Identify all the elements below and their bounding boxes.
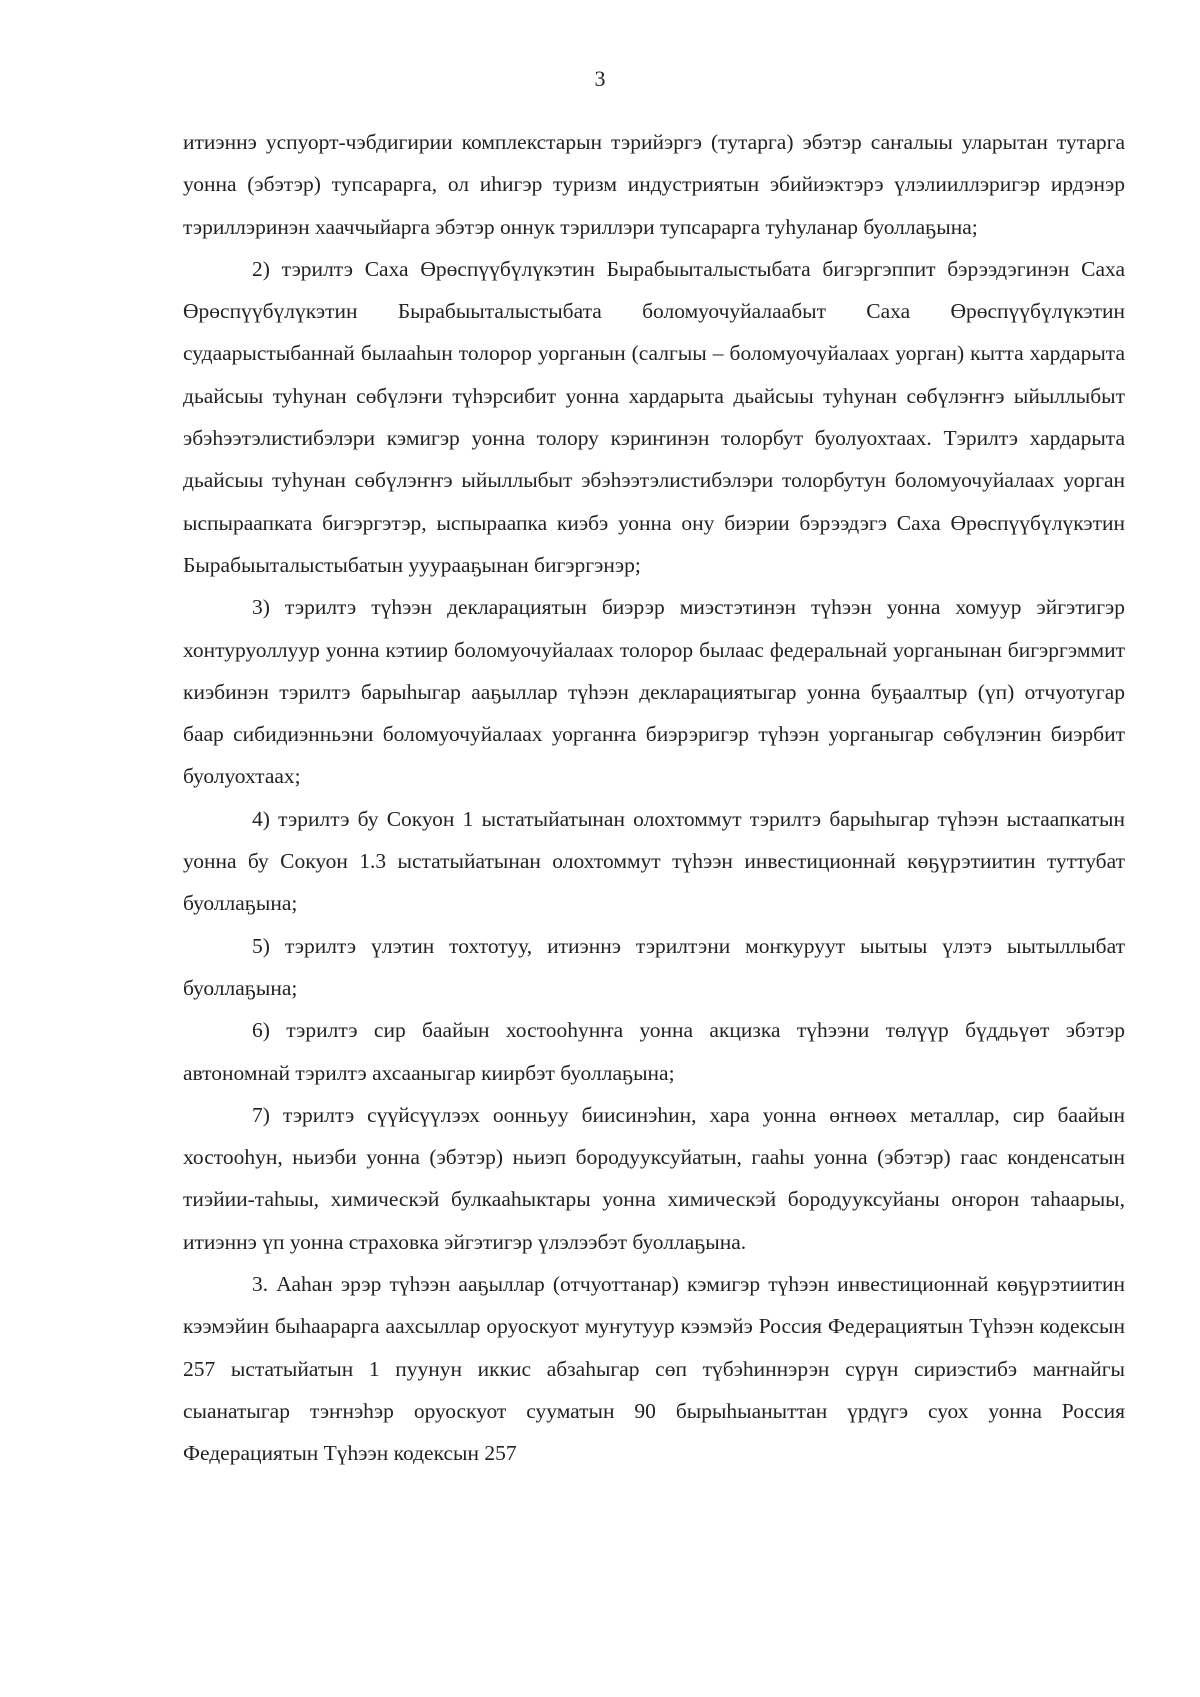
paragraph-item-2: 2) тэрилтэ Саха Өрөспүүбүлүкэтин Бырабыыталыстыбата бигэргэппит бэрээдэгинэн Саха Өрөспүүбүлүкэтин Бырабыыталыстыбата боломуочуйалаабыт Саха Өрөспүүбүлүкэтин судаарыстыбаннай былааһын толорор уорганын (салгыы – боломуочуйалаах уорган) кытта хардарыта дьайсыы туһунан сөбүлэҥи түһэрсибит уонна хардарыта дьайсыы туһунан сөбүлэҥҥэ ыйыллыбыт эбэһээтэлистибэлэри кэмигэр уонна толору кэриҥинэн толорбут буолуохтаах. Тэрилтэ хардарыта дьайсыы туһунан сөбүлэҥҥэ ыйыллыбыт эбэһээтэлистибэлэри толорбутун боломуочуйалаах уорган ыспыраапката бигэргэтэр, ыспыраапка киэбэ уонна ону биэрии бэрээдэгэ Саха Өрөспүүбүлүкэтин Бырабыыталыстыбатын ууурааҕынан бигэргэнэр; bbox=[183, 256, 1125, 577]
paragraph-item-7: 7) тэрилтэ сүүйсүүлээх оонньуу биисинэһин, хара уонна өҥнөөх металлар, сир баайын хостооһун, ньиэби уонна (эбэтэр) ньиэп бородууксуйатын, гааһы уонна (эбэтэр) гаас конденсатын тиэйии-таһыы, химическэй булкааһыктары уонна химическэй бородууксуйаны оҥорон таһаарыы, итиэннэ үп уонна страховка эйгэтигэр үлэлээбэт буоллаҕына. bbox=[183, 1102, 1125, 1254]
paragraph-item-6: 6) тэрилтэ сир баайын хостооһунҥа уонна акцизка түһээни төлүүр бүддьүөт эбэтэр автономнай тэрилтэ ахсааныгар киирбэт буоллаҕына; bbox=[183, 1018, 1125, 1085]
paragraph-item-3: 3) тэрилтэ түһээн декларациятын биэрэр миэстэтинэн түһээн уонна хомуур эйгэтигэр хонтуруоллуур уонна кэтиир боломуочуйалаах толорор былаас федеральнай уорганынан бигэргэммит киэбинэн тэрилтэ барыһыгар ааҕыллар түһээн декларациятыгар уонна буҕаалтыр (үп) отчуотугар баар сибидиэнньэни боломуочуйалаах уорганҥа биэрэригэр түһээн уорганыгар сөбүлэҥин биэрбит буолуохтаах; bbox=[183, 595, 1125, 789]
paragraph-item-4: 4) тэрилтэ бу Сокуон 1 ыстатыйатынан олохтоммут тэрилтэ барыһыгар түһээн ыстаапкатын уонна бу Сокуон 1.3 ыстатыйатынан олохтоммут түһээн инвестиционнай көҕүрэтиитин туттубат буоллаҕына; bbox=[183, 806, 1125, 916]
paragraph-item-5: 5) тэрилтэ үлэтин тохтотуу, итиэннэ тэрилтэни моҥкуруут ыытыы үлэтэ ыытыллыбат буоллаҕына; bbox=[183, 933, 1125, 1000]
page-number: 3 bbox=[594, 66, 606, 91]
paragraph-continuation: итиэннэ успуорт-чэбдигирии комплекстарын тэрийэргэ (тутарга) эбэтэр саҥалыы уларытан тутарга уонна (эбэтэр) тупсарарга, ол иһигэр туризм индустриятын эбийиэктэрэ үлэлииллэригэр ирдэнэр тэриллэринэн хааччыйарга эбэтэр оннук тэриллэри тупсарарга туһуланар буоллаҕына; bbox=[183, 130, 1125, 239]
paragraph-section-3: 3. Ааһан эрэр түһээн ааҕыллар (отчуоттанар) кэмигэр түһээн инвестиционнай көҕүрэтиитин кээмэйин быһаарарга аахсыллар оруоскуот муҥутуур кээмэйэ Россия Федерациятын Түһээн кодексын 257 ыстатыйатын 1 пуунун иккис абзаһыгар сөп түбэһиннэрэн сүрүн сириэстибэ маҥнайгы сыанатыгар тэҥнэһэр оруоскуот сууматын 90 бырыһыаныттан үрдүгэ суох уонна Россия Федерациятын Түһээн кодексын 257 bbox=[183, 1272, 1125, 1466]
document-body bbox=[183, 121, 1125, 1475]
